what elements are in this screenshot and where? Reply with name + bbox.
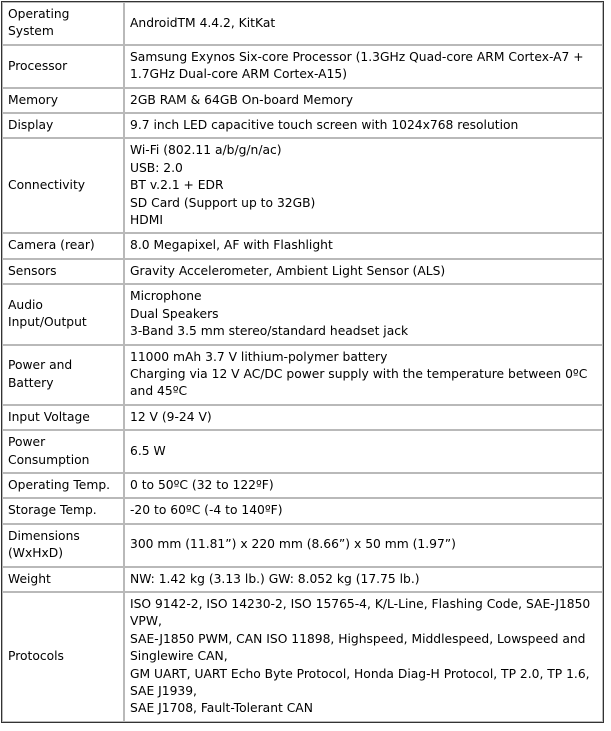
spec-label-line: Memory xyxy=(8,92,59,107)
spec-label-cell xyxy=(2,473,124,498)
table-row xyxy=(2,45,603,88)
spec-label-line: Storage Temp. xyxy=(8,503,97,518)
spec-label-line: Power xyxy=(8,435,46,450)
spec-label-line: Power and xyxy=(8,358,73,373)
table-row xyxy=(2,345,603,405)
spec-value-cell xyxy=(124,259,603,284)
spec-label-line: Input Voltage xyxy=(8,409,90,424)
spec-value-cell xyxy=(124,567,603,592)
spec-label-text xyxy=(8,357,119,392)
spec-value-text xyxy=(130,15,598,32)
spec-value-line: Wi-Fi (802.11 a/b/g/n/ac) xyxy=(130,143,282,158)
table-row xyxy=(2,138,603,233)
spec-value-cell xyxy=(124,113,603,138)
spec-label-text xyxy=(8,92,119,109)
spec-label-text xyxy=(8,434,119,469)
spec-value-cell xyxy=(124,345,603,405)
spec-value-cell xyxy=(124,138,603,233)
table-row xyxy=(2,430,603,473)
spec-label-text xyxy=(8,528,119,563)
spec-label-line: Consumption xyxy=(8,452,90,467)
spec-value-line: 11000 mAh 3.7 V lithium-polymer battery xyxy=(130,349,388,364)
spec-value-cell xyxy=(124,498,603,523)
spec-label-cell xyxy=(2,259,124,284)
spec-value-cell xyxy=(124,233,603,258)
spec-value-line: Gravity Accelerometer, Ambient Light Sensor (ALS) xyxy=(130,263,446,278)
spec-value-line: 8.0 Megapixel, AF with Flashlight xyxy=(130,238,333,253)
table-row xyxy=(2,498,603,523)
spec-value-cell xyxy=(124,45,603,88)
spec-value-line: USB: 2.0 xyxy=(130,160,183,175)
spec-label-line: Camera (rear) xyxy=(8,238,95,253)
spec-label-text xyxy=(8,263,119,280)
spec-value-text xyxy=(130,263,598,280)
spec-label-cell xyxy=(2,88,124,113)
spec-label-cell xyxy=(2,45,124,88)
spec-value-text xyxy=(130,502,598,519)
spec-value-text xyxy=(130,237,598,254)
spec-label-line: Display xyxy=(8,118,54,133)
spec-label-cell xyxy=(2,592,124,722)
spec-value-line: 9.7 inch LED capacitive touch screen with 1024x768 resolution xyxy=(130,118,519,133)
table-row xyxy=(2,259,603,284)
spec-label-line: (WxHxD) xyxy=(8,546,64,561)
spec-value-cell xyxy=(124,2,603,45)
spec-value-cell xyxy=(124,88,603,113)
table-row xyxy=(2,88,603,113)
spec-label-cell xyxy=(2,430,124,473)
spec-label-line: Sensors xyxy=(8,263,57,278)
spec-label-cell xyxy=(2,284,124,344)
spec-label-text xyxy=(8,648,119,665)
spec-label-cell xyxy=(2,2,124,45)
spec-value-line: 0 to 50ºC (32 to 122ºF) xyxy=(130,477,274,492)
spec-value-text xyxy=(130,477,598,494)
spec-value-line: GM UART, UART Echo Byte Protocol, Honda Diag-H Protocol, TP 2.0, TP 1.6, SAE J1939, xyxy=(130,666,590,698)
spec-value-text xyxy=(130,288,598,340)
spec-label-cell xyxy=(2,567,124,592)
spec-value-line: SAE J1708, Fault-Tolerant CAN xyxy=(130,701,313,716)
spec-value-line: SAE-J1850 PWM, CAN ISO 11898, Highspeed, Middlespeed, Lowspeed and Singlewire CAN, xyxy=(130,631,586,664)
spec-label-cell xyxy=(2,405,124,430)
table-row xyxy=(2,2,603,45)
spec-value-line: 3-Band 3.5 mm stereo/standard headset jack xyxy=(130,324,409,339)
table-row xyxy=(2,524,603,567)
spec-value-line: 6.5 W xyxy=(130,443,166,458)
spec-label-text xyxy=(8,237,119,254)
spec-value-text xyxy=(130,142,598,229)
spec-value-text xyxy=(130,596,598,718)
table-row xyxy=(2,233,603,258)
spec-label-line: Battery xyxy=(8,375,54,390)
spec-value-text xyxy=(130,49,598,84)
spec-label-text xyxy=(8,58,119,75)
spec-label-line: Processor xyxy=(8,58,68,73)
spec-label-cell xyxy=(2,233,124,258)
spec-value-line: Microphone xyxy=(130,289,202,304)
spec-value-line: NW: 1.42 kg (3.13 lb.) GW: 8.052 kg (17.75 lb.) xyxy=(130,571,420,586)
spec-label-line: Dimensions xyxy=(8,528,80,543)
spec-value-text xyxy=(130,571,598,588)
spec-label-cell xyxy=(2,498,124,523)
spec-label-line: Connectivity xyxy=(8,178,86,193)
spec-value-line: ISO 9142-2, ISO 14230-2, ISO 15765-4, K/L-Line, Flashing Code, SAE-J1850 VPW, xyxy=(130,596,591,629)
spec-value-text xyxy=(130,117,598,134)
spec-value-text xyxy=(130,536,598,553)
spec-label-text xyxy=(8,409,119,426)
spec-value-line: Charging via 12 V AC/DC power supply with the temperature between 0ºC and 45ºC xyxy=(130,366,588,399)
spec-label-line: Operating Temp. xyxy=(8,477,111,492)
spec-value-cell xyxy=(124,473,603,498)
spec-label-text xyxy=(8,571,119,588)
spec-value-cell xyxy=(124,284,603,344)
spec-value-line: Samsung Exynos Six-core Processor (1.3GHz Quad-core ARM Cortex-A7 + 1.7GHz Dual-core ARM Cortex-A15) xyxy=(130,49,584,82)
spec-label-text xyxy=(8,6,119,41)
spec-value-text xyxy=(130,349,598,401)
spec-label-cell xyxy=(2,138,124,233)
spec-label-text xyxy=(8,117,119,134)
spec-value-line: SD Card (Support up to 32GB) xyxy=(130,195,316,210)
spec-label-text xyxy=(8,297,119,332)
spec-value-line: Dual Speakers xyxy=(130,306,219,321)
spec-value-line: BT v.2.1 + EDR xyxy=(130,178,224,193)
spec-value-text xyxy=(130,409,598,426)
spec-label-line: Weight xyxy=(8,571,51,586)
spec-label-cell xyxy=(2,113,124,138)
table-row xyxy=(2,567,603,592)
spec-value-line: AndroidTM 4.4.2, KitKat xyxy=(130,15,276,30)
table-row xyxy=(2,592,603,722)
specification-table-body xyxy=(2,2,603,722)
spec-value-text xyxy=(130,92,598,109)
specification-table xyxy=(1,1,604,723)
spec-value-cell xyxy=(124,524,603,567)
spec-value-cell xyxy=(124,430,603,473)
spec-value-cell xyxy=(124,405,603,430)
spec-value-cell xyxy=(124,592,603,722)
spec-value-text xyxy=(130,443,598,460)
spec-label-line: Operating System xyxy=(8,7,70,39)
spec-label-line: Audio xyxy=(8,297,43,312)
spec-label-text xyxy=(8,177,119,194)
table-row xyxy=(2,284,603,344)
spec-value-line: 300 mm (11.81”) x 220 mm (8.66”) x 50 mm (1.97”) xyxy=(130,537,456,552)
spec-label-text xyxy=(8,477,119,494)
spec-value-line: 12 V (9-24 V) xyxy=(130,409,212,424)
table-row xyxy=(2,473,603,498)
spec-value-line: HDMI xyxy=(130,213,163,228)
table-row xyxy=(2,113,603,138)
table-row xyxy=(2,405,603,430)
spec-label-cell xyxy=(2,345,124,405)
spec-label-line: Input/Output xyxy=(8,315,87,330)
spec-value-line: 2GB RAM & 64GB On-board Memory xyxy=(130,92,354,107)
spec-label-text xyxy=(8,502,119,519)
spec-value-line: -20 to 60ºC (-4 to 140ºF) xyxy=(130,503,283,518)
spec-label-cell xyxy=(2,524,124,567)
spec-label-line: Protocols xyxy=(8,649,64,664)
